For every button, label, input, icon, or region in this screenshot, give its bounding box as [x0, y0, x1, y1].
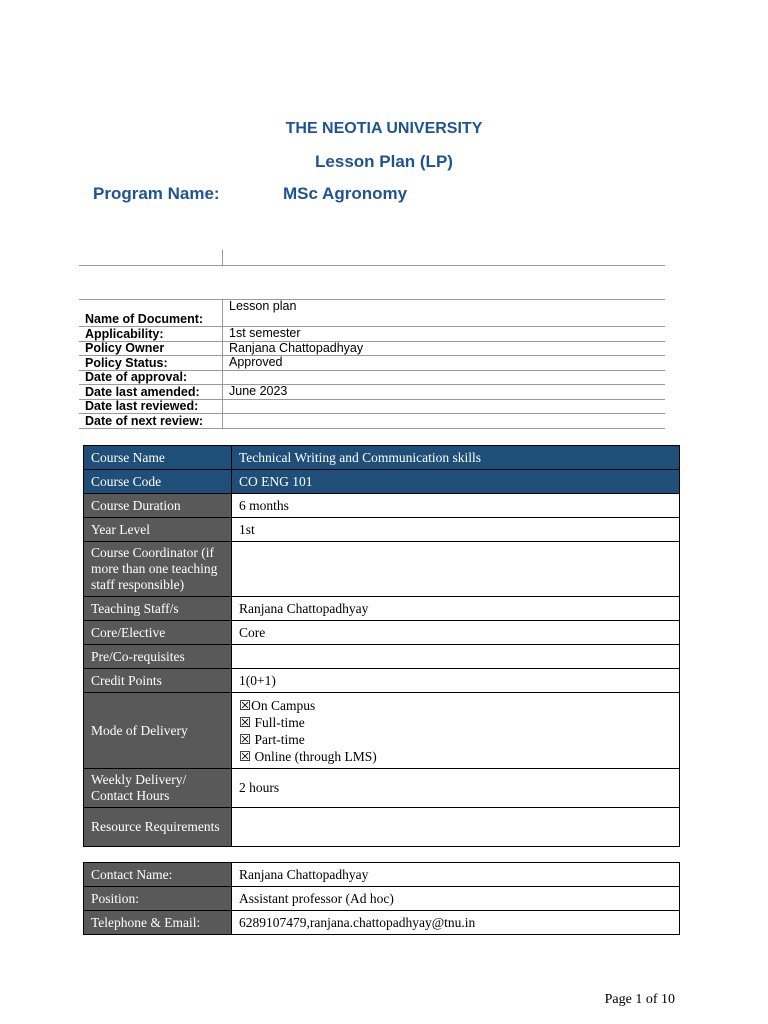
- meta-value: June 2023: [223, 385, 666, 400]
- table-row: [84, 518, 680, 542]
- meta-label: Date of approval:: [79, 370, 223, 385]
- delivery-option: ☒ Part-time: [239, 731, 305, 747]
- university-title: THE NEOTIA UNIVERSITY: [285, 120, 483, 137]
- resource-requirements-label: Resource Requirements: [84, 808, 232, 847]
- course-code-value: CO ENG 101: [232, 470, 680, 494]
- course-name-label: Course Name: [84, 446, 232, 470]
- meta-label: Date of next review:: [79, 414, 223, 429]
- table-row: [79, 370, 665, 385]
- course-coordinator-label: Course Coordinator (if more than one teaching staff responsible): [84, 542, 232, 597]
- core-elective-value: Core: [232, 621, 680, 645]
- table-row: [84, 597, 680, 621]
- prerequisites-label: Pre/Co-requisites: [84, 645, 232, 669]
- table-row: [79, 341, 665, 356]
- year-level-value: 1st: [232, 518, 680, 542]
- meta-value: Ranjana Chattopadhyay: [223, 341, 666, 356]
- meta-value: Lesson plan: [223, 300, 666, 327]
- prerequisites-value: [232, 645, 680, 669]
- delivery-option: ☒ Full-time: [239, 714, 305, 730]
- teaching-staff-label: Teaching Staff/s: [84, 597, 232, 621]
- meta-value: [223, 370, 666, 385]
- meta-label: Date last amended:: [79, 385, 223, 400]
- teaching-staff-value: Ranjana Chattopadhyay: [232, 597, 680, 621]
- contact-name-value: Ranjana Chattopadhyay: [232, 863, 680, 887]
- meta-value: 1st semester: [223, 327, 666, 342]
- table-row: [79, 327, 665, 342]
- credit-points-value: 1(0+1): [232, 669, 680, 693]
- separator-tick: [222, 250, 223, 266]
- table-row: [84, 669, 680, 693]
- delivery-option: ☒On Campus: [239, 697, 316, 713]
- table-row: [84, 911, 680, 935]
- table-row: [84, 693, 680, 769]
- table-row: [84, 887, 680, 911]
- course-duration-value: 6 months: [232, 494, 680, 518]
- table-row: [84, 863, 680, 887]
- position-label: Position:: [84, 887, 232, 911]
- meta-value: [223, 414, 666, 429]
- course-details-table: [83, 445, 680, 847]
- course-coordinator-value: [232, 542, 680, 597]
- table-row: [79, 385, 665, 400]
- table-row: [84, 494, 680, 518]
- table-row: [79, 300, 665, 327]
- page-number: Page 1 of 10: [604, 992, 675, 1007]
- meta-label: Policy Status:: [79, 356, 223, 371]
- separator-rule: [79, 265, 665, 266]
- meta-label: Applicability:: [79, 327, 223, 342]
- table-row: [84, 645, 680, 669]
- contact-name-label: Contact Name:: [84, 863, 232, 887]
- document-type-title: Lesson Plan (LP): [315, 152, 453, 171]
- course-duration-label: Course Duration: [84, 494, 232, 518]
- contact-table: [83, 862, 680, 935]
- table-row: [79, 356, 665, 371]
- course-name-value: Technical Writing and Communication skills: [232, 446, 680, 470]
- table-row: [79, 399, 665, 414]
- core-elective-label: Core/Elective: [84, 621, 232, 645]
- meta-label: Name of Document:: [79, 300, 223, 327]
- weekly-hours-value: 2 hours: [232, 769, 680, 808]
- mode-of-delivery-label: Mode of Delivery: [84, 693, 232, 769]
- program-label: Program Name:: [93, 184, 220, 203]
- table-row: [84, 621, 680, 645]
- telephone-email-value: 6289107479,ranjana.chattopadhyay@tnu.in: [232, 911, 680, 935]
- resource-requirements-value: [232, 808, 680, 847]
- table-row: [84, 769, 680, 808]
- mode-of-delivery-value: [232, 693, 680, 769]
- table-row: [84, 808, 680, 847]
- credit-points-label: Credit Points: [84, 669, 232, 693]
- meta-label: Policy Owner: [79, 341, 223, 356]
- course-code-label: Course Code: [84, 470, 232, 494]
- meta-value: [223, 399, 666, 414]
- telephone-email-label: Telephone & Email:: [84, 911, 232, 935]
- table-row: [84, 446, 680, 470]
- meta-value: Approved: [223, 356, 666, 371]
- meta-label: Date last reviewed:: [79, 399, 223, 414]
- program-value: MSc Agronomy: [283, 184, 408, 203]
- weekly-hours-label: Weekly Delivery/ Contact Hours: [84, 769, 232, 808]
- year-level-label: Year Level: [84, 518, 232, 542]
- delivery-option: ☒ Online (through LMS): [239, 748, 377, 764]
- document-metadata-table: [79, 299, 665, 429]
- table-row: [79, 414, 665, 429]
- table-row: [84, 542, 680, 597]
- table-row: [84, 470, 680, 494]
- position-value: Assistant professor (Ad hoc): [232, 887, 680, 911]
